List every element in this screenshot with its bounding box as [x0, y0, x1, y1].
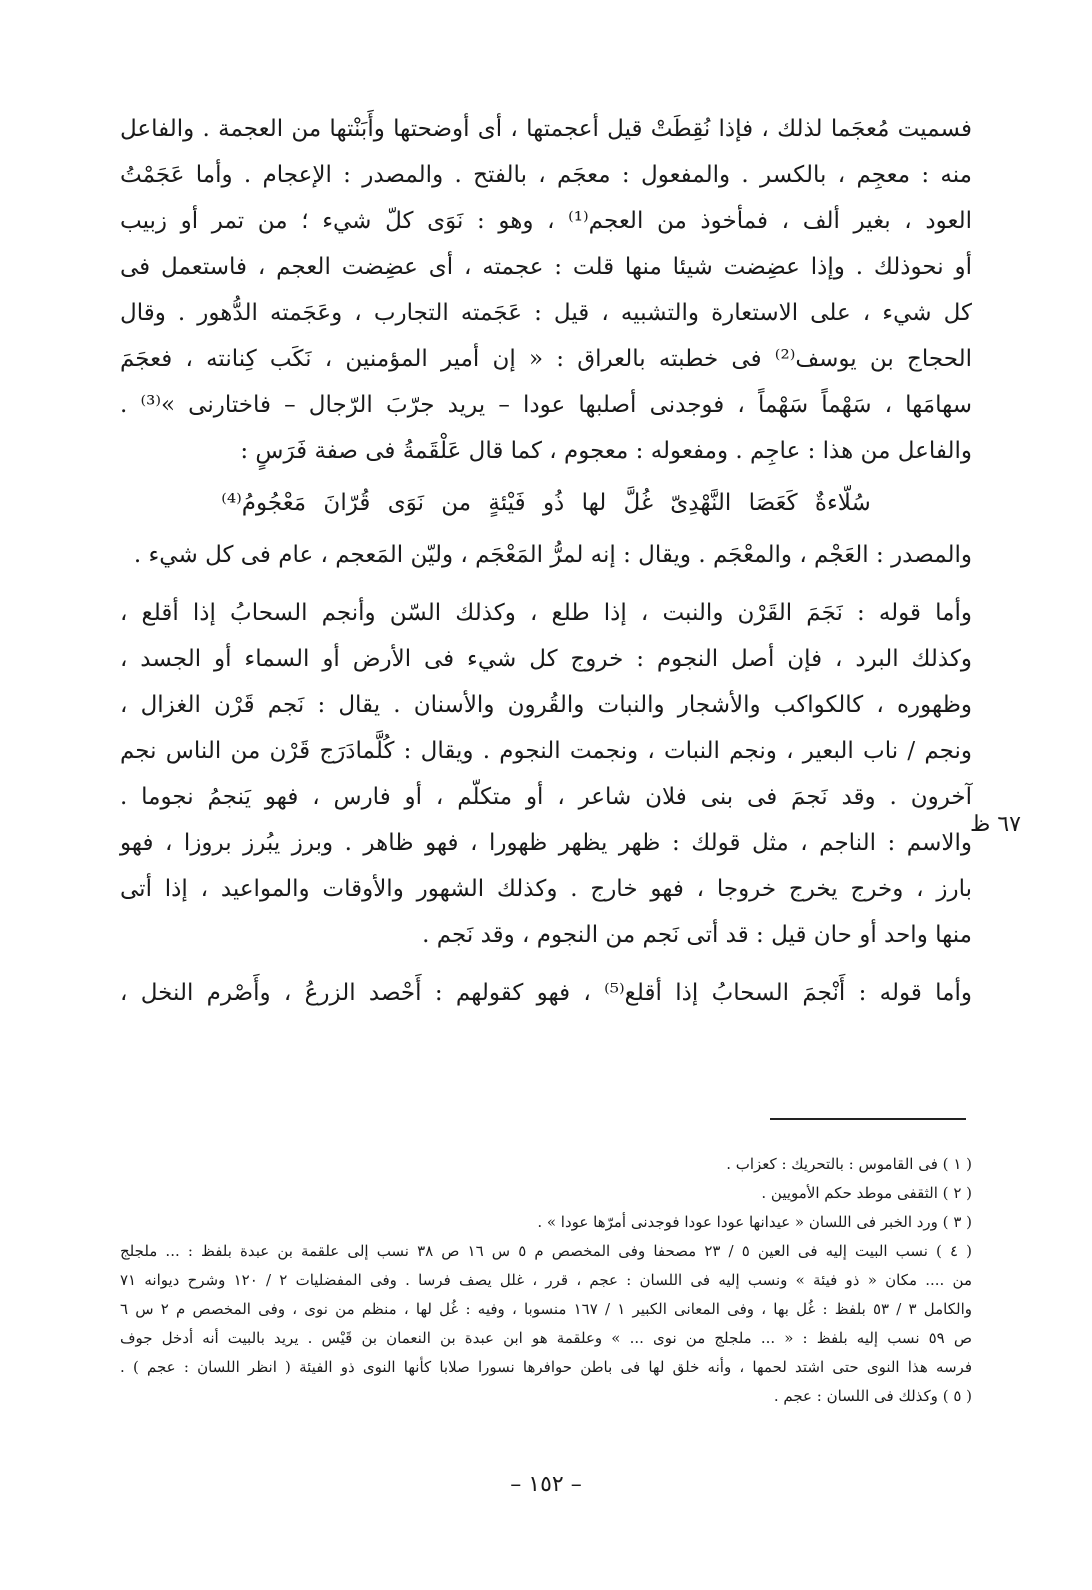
text-line: منها واحد أو حان قيل : قد أتى نَجم من النجوم ، وقد نَجم . — [422, 922, 972, 948]
footnote-1: ( ١ ) فى القاموس : بالتحريك : كعزاب . — [726, 1155, 972, 1173]
paragraph-gap — [120, 958, 972, 970]
main-text — [120, 106, 972, 1016]
text-line: كل شيء ، على الاستعارة والتشبيه ، قيل : عَجَمته التجارب ، وعَجَمته الدُّهور . وقال — [120, 300, 972, 326]
text-line: الحجاج بن يوسف⁽²⁾ فى خطبته بالعراق : « إن أمير المؤمنين ، نَكَب كِنانته ، فعجَمَ — [120, 346, 972, 372]
folio-margin-note: ٦٧ ظ — [970, 812, 1021, 837]
text-line: والمصدر : العَجْم ، والمعْجَم . ويقال : إنه لمرُّ المَعْجَم ، وليّن المَعجم ، عام فى كل شيء . — [133, 542, 972, 568]
text-line: أو نحوذلك . وإذا عضِضت شيئا منها قلت : عجمته ، أى عضِضت العجم ، فاستعمل فى — [120, 254, 972, 280]
text-line: العود ، بغير ألف ، فمأخوذ من العجم⁽¹⁾ ، وهو : نَوَى كلّ شيء ؛ من تمر أو زبيب — [120, 208, 972, 234]
text-line: فسميت مُعجَما لذلك ، فإذا نُقِطَتْ قيل أعجمتها ، أى أوضحتها وأَبَنْتها من العجمة . والفاعل — [120, 116, 972, 142]
footnote-5: ( ٥ ) وكذلك فى اللسان : عجم . — [773, 1387, 972, 1405]
text-line: ونجم / ناب البعير ، ونجم النبات ، ونجمت النجوم . ويقال : كُلَّمادَرَج قَرْن من الناس نجم — [120, 738, 972, 764]
footnote-4-line: من .... مكان « ذو فيئة » ونسب إليه فى اللسان : عجم ، قرر ، غلل يصف فرسا . وفى المفضليات ٢ / ١٢٠ وشرح ديوانه ٧١ — [120, 1271, 972, 1289]
text-line: وأما قوله : نَجَمَ القَرْن والنبت ، إذا طلع ، وكذلك السّن وأنجم السحابُ إذا أقلع ، — [120, 600, 972, 626]
footnote-4-line: ص ٥٩ نسب إليه بلفظ : « ... ملجلج من نوى ... » وعلقمة هو ابن عبدة بن النعمان بن قَيْس . يريد بالبيت أنه أدخل جوف — [120, 1329, 972, 1347]
footnotes — [120, 1150, 972, 1411]
page-number: – ١٥٢ – — [510, 1472, 582, 1497]
paragraph-gap — [120, 578, 972, 590]
footnote-4-line: والكامل ٣ / ٥٣ بلفظ : غُل بها ، وفى المعانى الكبير ١ / ١٦٧ منسوبا ، وفيه : غُل لها ، منظم من نوى ، وفى المخصص م ٢ س ٦ — [120, 1300, 973, 1318]
text-line: بارز ، وخرج يخرج خروجا ، فهو خارج . وكذلك الشهور والأوقات والمواعيد ، إذا أتى — [120, 876, 972, 902]
text-line: آخرون . وقد نَجمَ فى بنى فلان شاعر ، أو متكلّم ، أو فارس ، فهو يَنجمُ نجوما . — [120, 784, 972, 810]
text-line: سهامَها ، سَهْماً سَهْماً ، فوجدنى أصلبها عودا – يريد جرّبَ الرّجال – فاختارنى »⁽³⁾ . — [120, 392, 972, 418]
text-line: وظهوره ، كالكواكب والأشجار والنبات والقُرون والأسنان . يقال : نَجم قَرْن الغزال ، — [120, 692, 972, 718]
footnote-4-line: ( ٤ ) نسب البيت إليه فى العين ٥ / ٢٣ مصحفا وفى المخصص م ٥ س ١٦ ص ٣٨ نسب إلى علقمة بن عبدة بلفظ : ... ملجلج — [120, 1242, 973, 1260]
text-line: والفاعل من هذا : عاجِم . ومفعوله : معجوم ، كما قال عَلْقَمةُ فى صفة فَرَسٍ : — [240, 438, 972, 464]
footnote-4-line: فرسه هذا النوى حتى اشتد لحمها ، وأنه خلق لها فى باطن حوافرها نسورا صلابا كأنها النوى ذو الفيئة ( انظر اللسان : عجم ) . — [120, 1358, 972, 1376]
poetry-verse: سُلّاءةٌ كَعَصَا النَّهْدِىّ غُلَّ لها ذُو فَيْئةٍ من نَوَى قُرّانَ مَعْجُومُ⁽⁴⁾ — [221, 490, 871, 516]
footnote-2: ( ٢ ) الثقفى موطد حكم الأمويين . — [761, 1184, 972, 1202]
text-line: وأما قوله : أَنْجمَ السحابُ إذا أقلع⁽⁵⁾ ، فهو كقولهم : أَحْصد الزرعُ ، وأَصْرم النخل ، — [120, 980, 972, 1006]
footnote-3: ( ٣ ) ورد الخبر فى اللسان « عيدانها عودا عودا فوجدنى أمرّها عودا » . — [537, 1213, 972, 1231]
text-line: والاسم : الناجم ، مثل قولك : ظهر يظهر ظهورا ، فهو ظاهر . وبرز يبُرز بروزا ، فهو — [120, 830, 972, 856]
text-line: منه : معجِم ، بالكسر . والمفعول : معجَم ، بالفتح . والمصدر : الإعجام . وأما عَجَمْتُ — [120, 162, 972, 188]
footnote-separator — [770, 1118, 966, 1120]
text-line: وكذلك البرد ، فإن أصل النجوم : خروج كل شيء فى الأرض أو السماء أو الجسد ، — [120, 646, 972, 672]
